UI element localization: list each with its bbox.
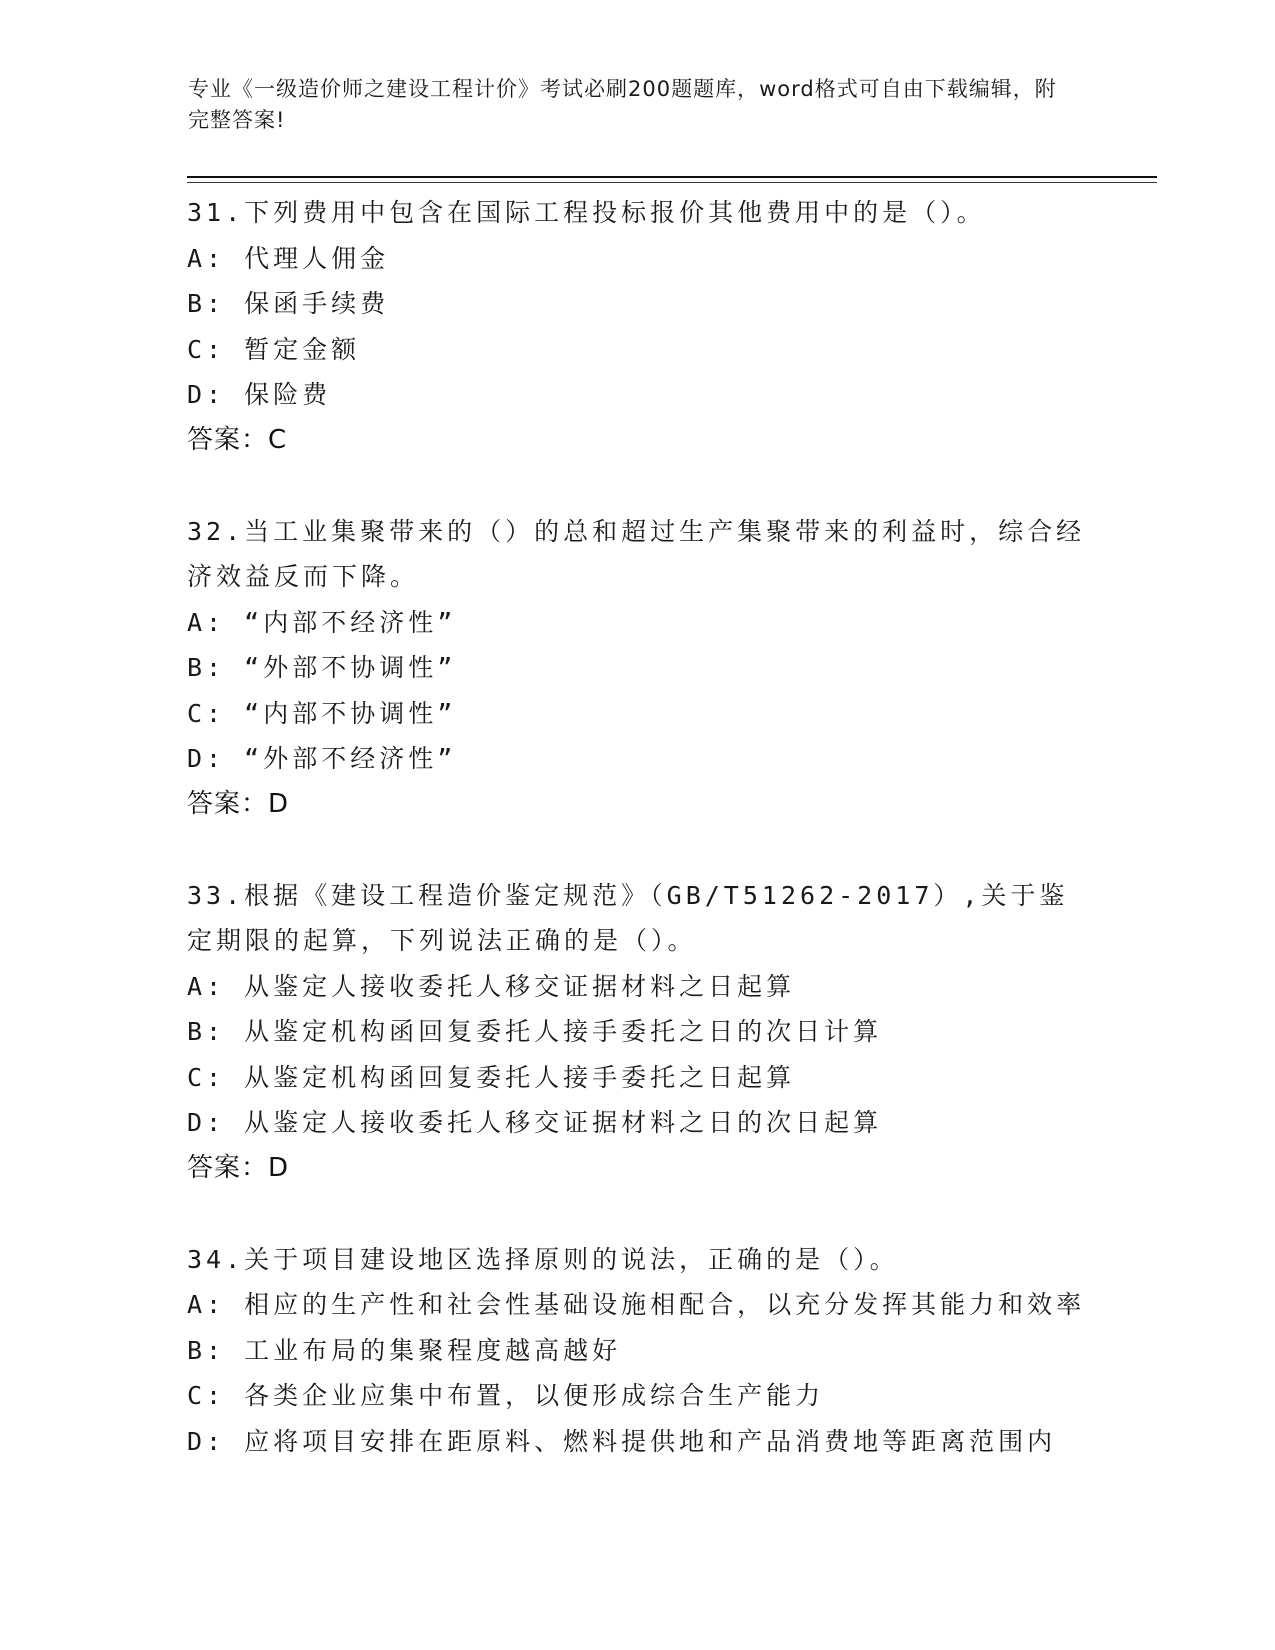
option-b: B: 工业布局的集聚程度越高越好 [187,1335,622,1365]
option-d: D: 应将项目安排在距原料、燃料提供地和产品消费地等距离范围内 [187,1426,1057,1456]
question-spacer [187,463,1087,509]
question-stem: 31.下列费用中包含在国际工程投标报价其他费用中的是（）。 [187,198,986,227]
option-d: D: 从鉴定人接收委托人移交证据材料之日的次日起算 [187,1108,883,1137]
option-d: D: 保险费 [187,380,332,409]
question-spacer [187,1191,1087,1237]
question-stem: 32.当工业集聚带来的（）的总和超过生产集聚带来的利益时，综合经济效益反而下降。 [187,516,1086,591]
question-spacer [187,827,1087,873]
answer-label: 答案：D [187,1152,290,1183]
question-list [187,190,1087,1464]
option-d: D: “外部不经济性” [187,744,457,773]
option-b: B: 保函手续费 [187,289,390,318]
question-34 [187,1237,1087,1465]
header-divider-thick [187,176,1157,178]
option-a: A: 代理人佣金 [187,243,390,273]
option-c: C: 暂定金额 [187,334,361,364]
document-intro [188,74,1078,136]
option-b: B: 从鉴定机构函回复委托人接手委托之日的次日计算 [187,1017,883,1046]
answer-label: 答案：D [187,788,290,819]
option-c: C: 从鉴定机构函回复委托人接手委托之日起算 [187,1062,796,1092]
question-stem: 34.关于项目建设地区选择原则的说法，正确的是（）。 [187,1244,899,1274]
option-a: A: 相应的生产性和社会性基础设施相配合，以充分发挥其能力和效率 [187,1290,1086,1319]
header-divider-thin [187,182,1157,183]
option-b: B: “外部不协调性” [187,653,457,682]
option-c: C: 各类企业应集中布置，以便形成综合生产能力 [187,1381,825,1410]
intro-text: 专业《一级造价师之建设工程计价》考试必刷200题题库，word格式可自由下载编辑，附完整答案! [188,77,1057,132]
question-33 [187,873,1087,1237]
answer-label: 答案：C [187,424,288,455]
option-a: A: “内部不经济性” [187,607,457,637]
question-stem: 33.根据《建设工程造价鉴定规范》（GB/T51262-2017）,关于鉴定期限的起算，下列说法正确的是（）。 [187,880,1069,955]
question-32 [187,509,1087,873]
option-a: A: 从鉴定人接收委托人移交证据材料之日起算 [187,971,796,1001]
option-c: C: “内部不协调性” [187,698,457,728]
question-31 [187,190,1087,509]
